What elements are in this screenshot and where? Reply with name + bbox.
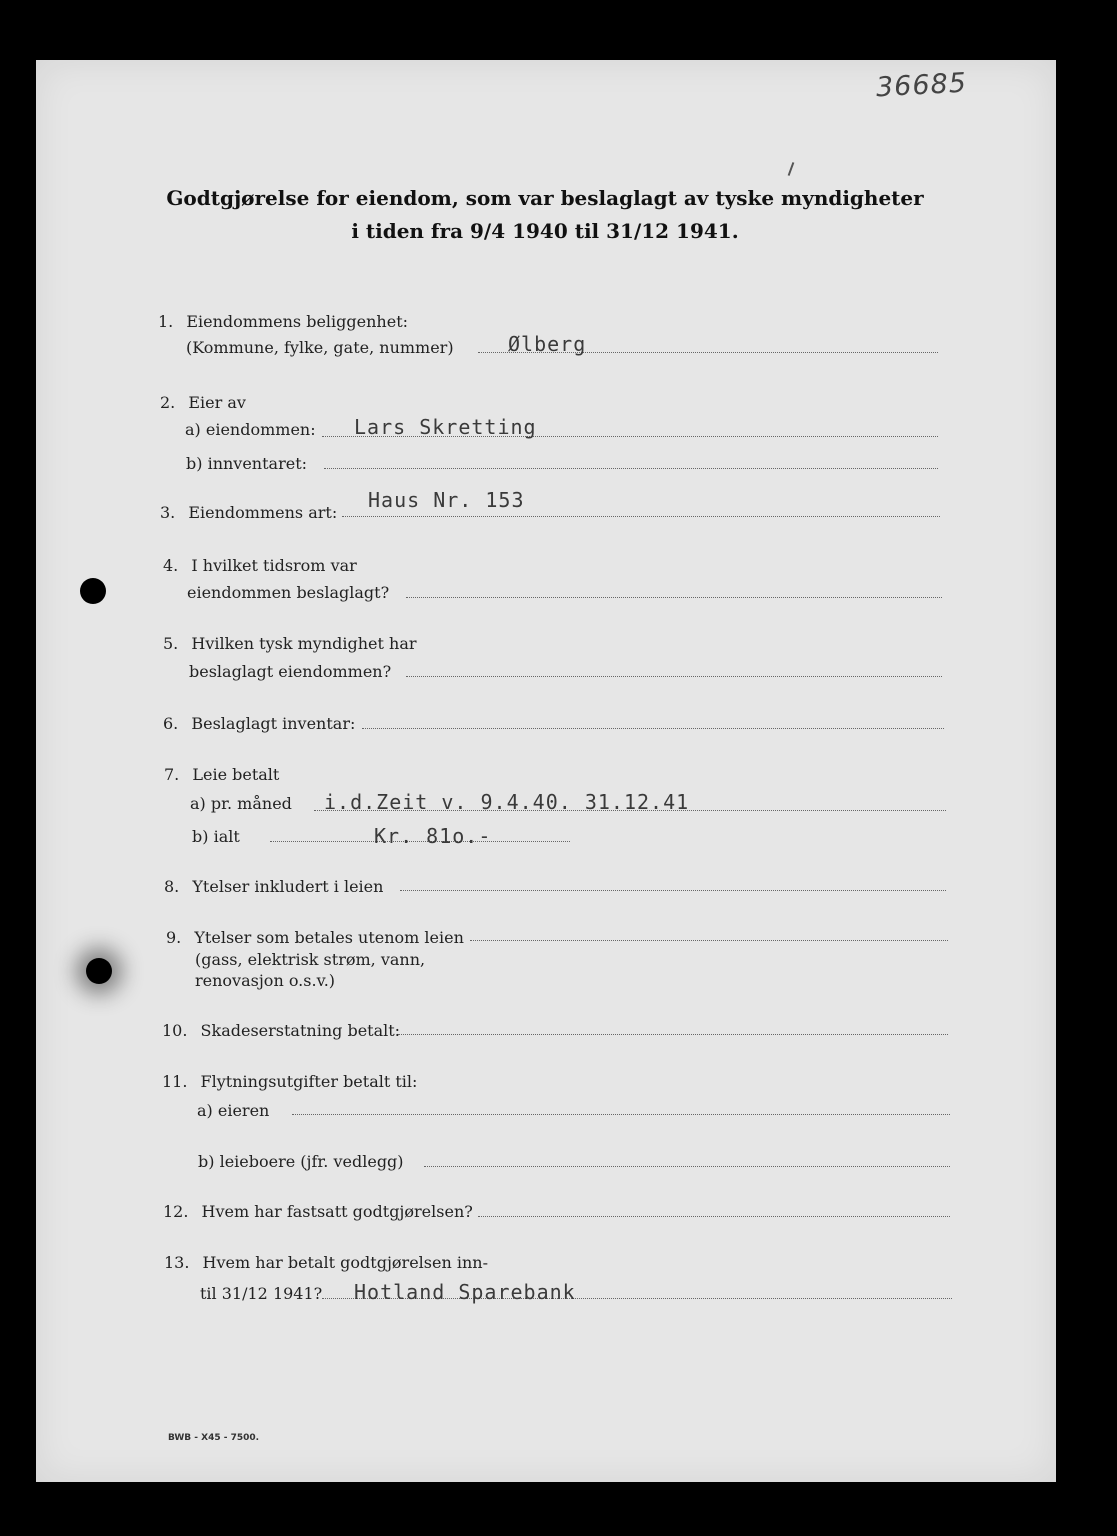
item-9-line-3: renovasjon o.s.v.) bbox=[195, 971, 336, 990]
item-2a-value: Lars Skretting bbox=[354, 415, 537, 439]
item-12-line: 12. Hvem har fastsatt godtgjørelsen? bbox=[163, 1202, 473, 1221]
item-7b-value: Kr. 81o.- bbox=[374, 824, 492, 848]
item-9-line-2: (gass, elektrisk strøm, vann, bbox=[195, 950, 426, 969]
item-11-line-1: 11. Flytningsutgifter betalt til: bbox=[162, 1072, 418, 1091]
item-6-field-line bbox=[362, 728, 944, 729]
item-9-line-1: 9. Ytelser som betales utenom leien bbox=[166, 928, 464, 947]
item-9-field-line bbox=[470, 940, 948, 941]
item-11b-label: b) leieboere (jfr. vedlegg) bbox=[198, 1152, 404, 1171]
item-2-line-1: 2. Eier av bbox=[160, 393, 246, 412]
item-11a-label: a) eieren bbox=[197, 1101, 270, 1120]
item-11b-field-line bbox=[424, 1166, 950, 1167]
item-10-field-line bbox=[398, 1034, 948, 1035]
item-1-line-1: 1. Eiendommens beliggenhet: bbox=[158, 312, 409, 331]
form-title bbox=[150, 182, 940, 248]
printer-mark: BWB - X45 - 7500. bbox=[168, 1433, 260, 1443]
item-11a-field-line bbox=[292, 1114, 950, 1115]
item-4-line-1: 4. I hvilket tidsrom var bbox=[163, 556, 357, 575]
item-7-line-1: 7. Leie betalt bbox=[164, 765, 280, 784]
item-4-line-2: eiendommen beslaglagt? bbox=[187, 583, 390, 602]
item-5-field-line bbox=[406, 676, 942, 677]
item-6-line: 6. Beslaglagt inventar: bbox=[163, 714, 356, 733]
item-2b-label: b) innventaret: bbox=[186, 454, 308, 473]
item-7a-value: i.d.Zeit v. 9.4.40. 31.12.41 bbox=[324, 790, 690, 814]
item-7b-label: b) ialt bbox=[192, 827, 240, 846]
punch-hole-top bbox=[80, 578, 106, 604]
item-5-line-2: beslaglagt eiendommen? bbox=[189, 662, 392, 681]
item-4-field-line bbox=[406, 597, 942, 598]
item-2a-label: a) eiendommen: bbox=[185, 420, 316, 439]
item-3-value: Haus Nr. 153 bbox=[368, 488, 525, 512]
item-8-line: 8. Ytelser inkludert i leien bbox=[164, 877, 384, 896]
item-12-field-line bbox=[478, 1216, 950, 1217]
item-3-field-line bbox=[342, 516, 940, 517]
item-10-line: 10. Skadeserstatning betalt: bbox=[162, 1021, 401, 1040]
item-1-line-2: (Kommune, fylke, gate, nummer) bbox=[186, 338, 454, 357]
item-7a-label: a) pr. måned bbox=[190, 794, 292, 813]
item-2b-field-line bbox=[324, 468, 938, 469]
item-13-line-1: 13. Hvem har betalt godtgjørelsen inn- bbox=[164, 1253, 488, 1272]
title-line-1: Godtgjørelse for eiendom, som var beslaglagt av tyske myndigheter bbox=[166, 186, 924, 210]
item-8-field-line bbox=[400, 890, 946, 891]
item-13-line-2: til 31/12 1941? bbox=[200, 1284, 323, 1303]
document-number: 36685 bbox=[875, 67, 968, 104]
item-3-line: 3. Eiendommens art: bbox=[160, 503, 338, 522]
title-line-2: i tiden fra 9/4 1940 til 31/12 1941. bbox=[351, 219, 739, 243]
punch-hole-bottom bbox=[86, 958, 112, 984]
item-1-value: Ølberg bbox=[508, 332, 587, 356]
item-13-value: Hotland Sparebank bbox=[354, 1280, 576, 1304]
item-5-line-1: 5. Hvilken tysk myndighet har bbox=[163, 634, 417, 653]
